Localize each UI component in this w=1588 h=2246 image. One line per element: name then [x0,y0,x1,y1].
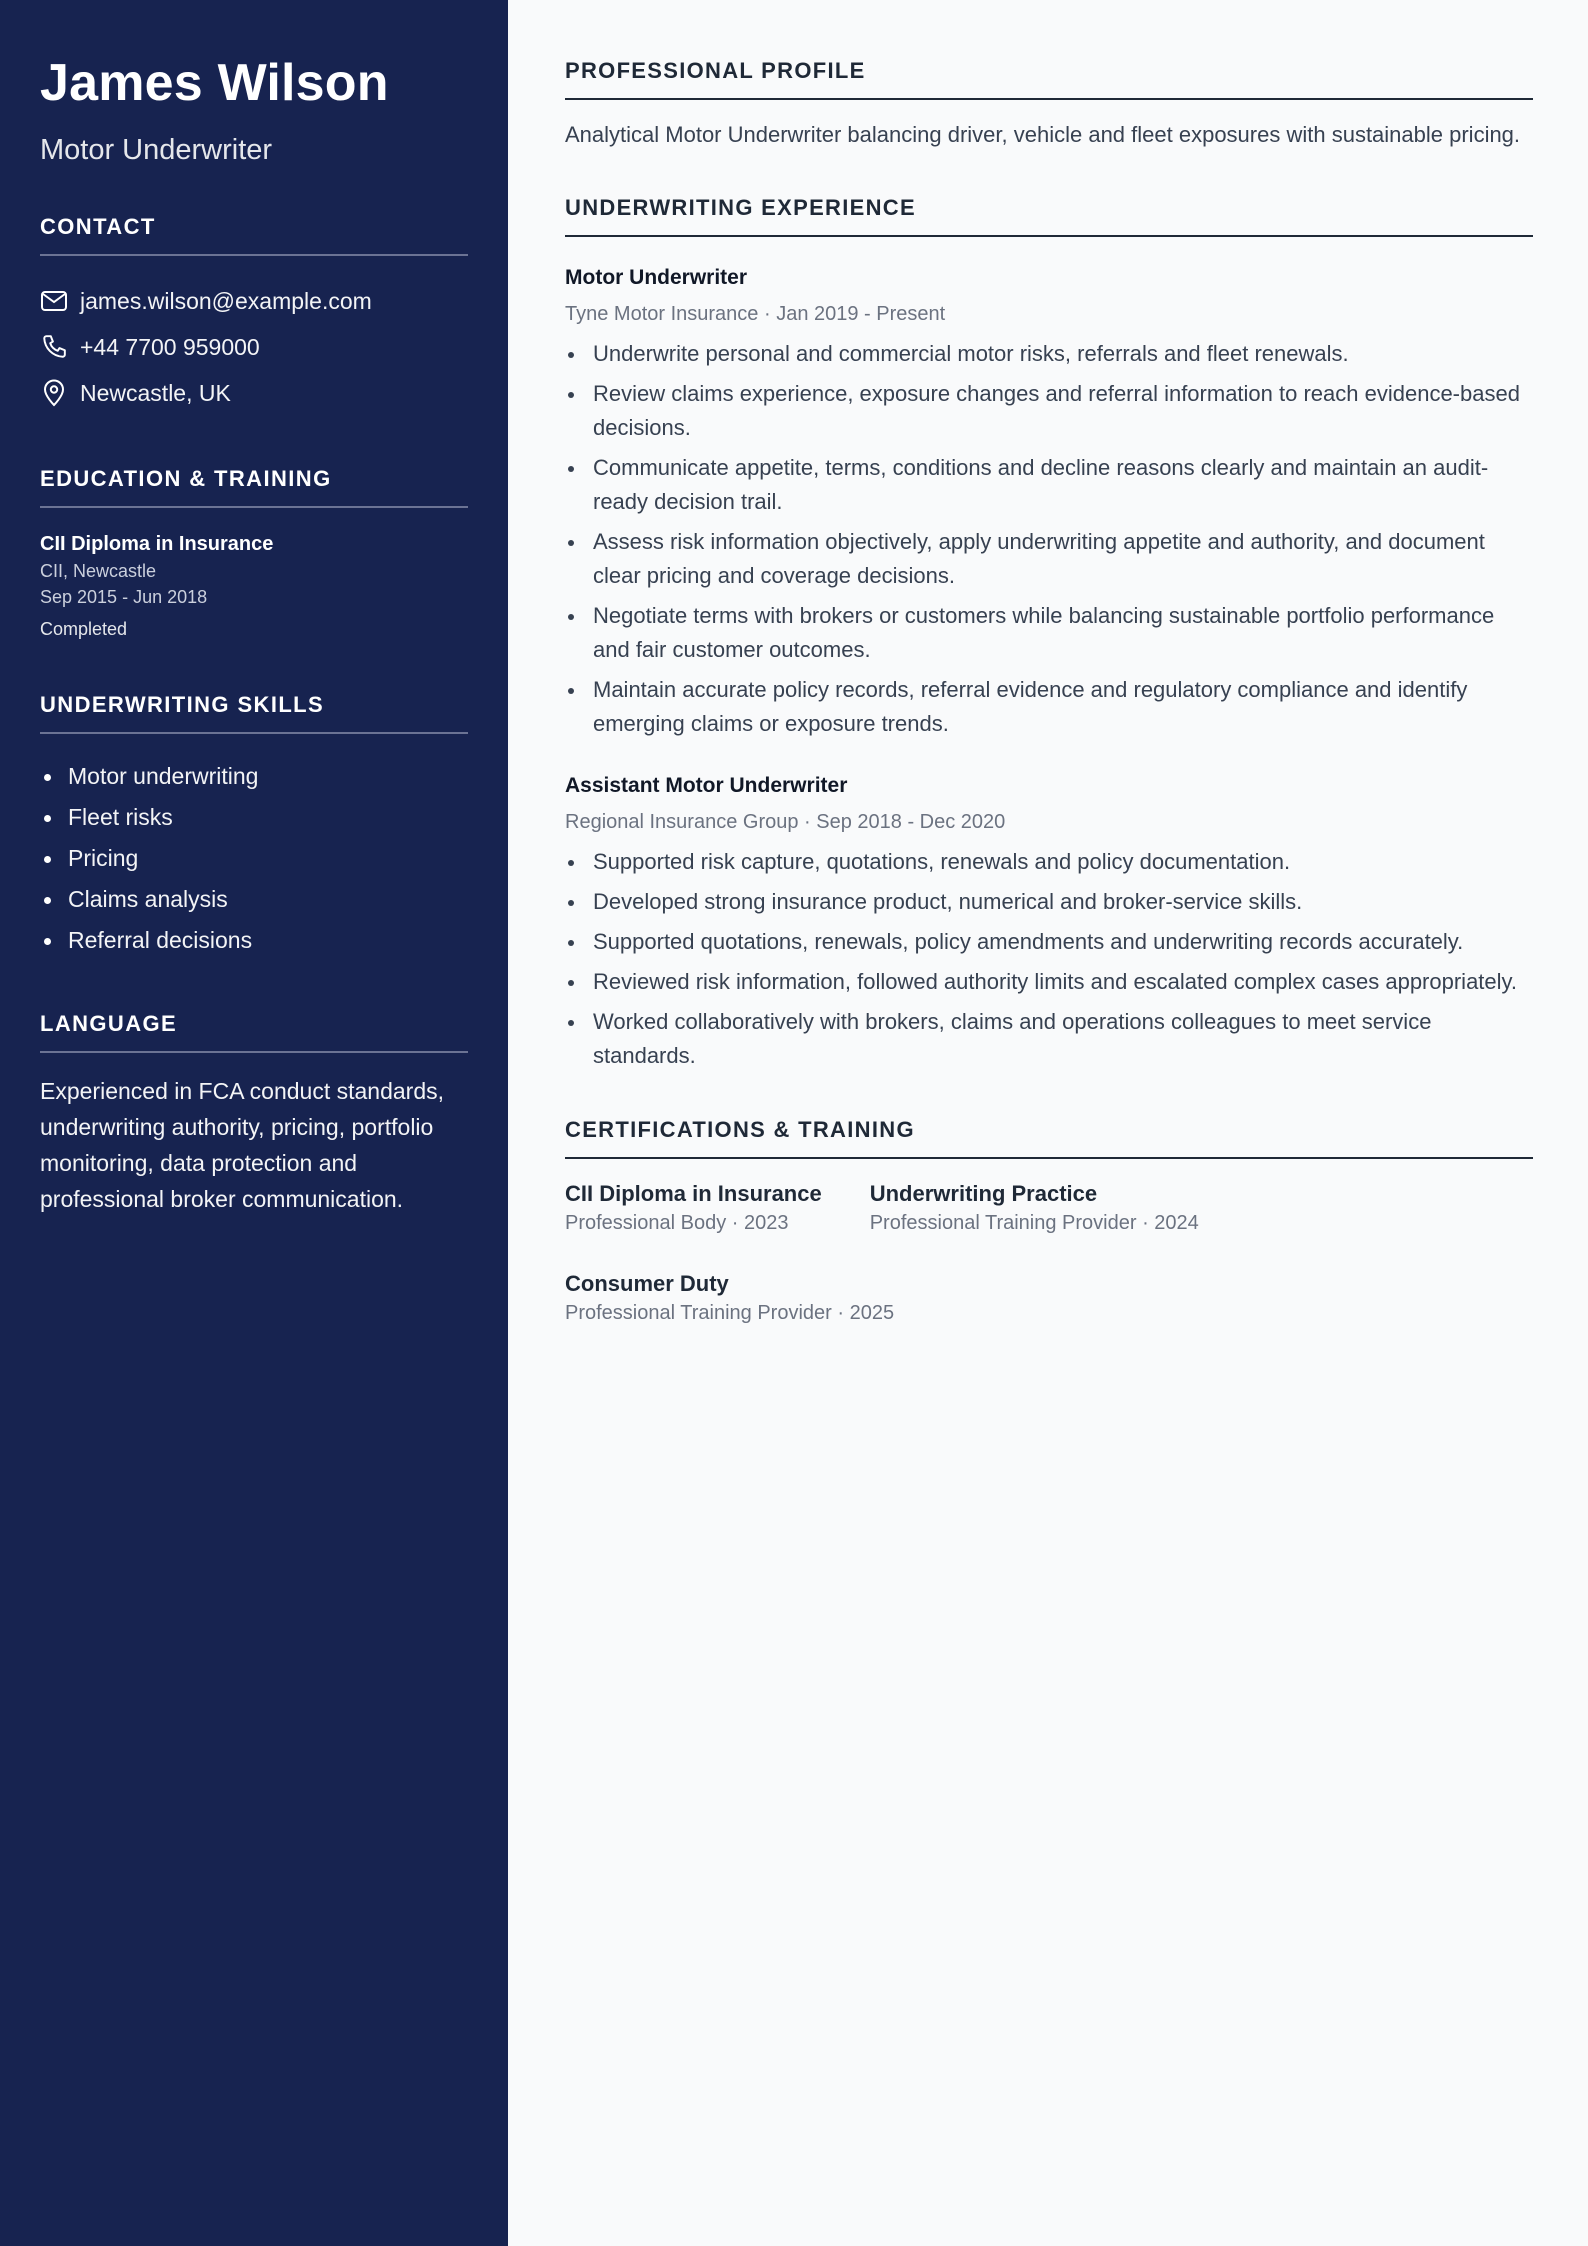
education-status: Completed [40,619,128,639]
contact-phone[interactable]: +44 7700 959000 [80,333,260,360]
job-entry [565,263,1533,741]
candidate-role: Motor Underwriter [40,134,273,166]
education-dates: Sep 2015 - Jun 2018 [40,587,208,607]
job-bullets [565,337,1533,741]
job-bullet: Supported quotations, renewals, policy amendments and underwriting records accurately. [565,925,1533,959]
skill-item: Referral decisions [40,920,468,961]
contact-section [40,214,468,416]
certification-meta: Professional Body · 2023 [565,1212,789,1234]
language-text: Experienced in FCA conduct standards, underwriting authority, pricing, portfolio monitoring, data protection and professional broker communication. [40,1078,445,1212]
education-heading: EDUCATION & TRAINING [40,466,468,508]
job-bullet: Communicate appetite, terms, conditions and decline reasons clearly and maintain an audit-ready decision trail. [565,451,1533,519]
skills-heading: UNDERWRITING SKILLS [40,692,468,734]
skill-item: Motor underwriting [40,756,468,797]
job-bullet: Assess risk information objectively, apply underwriting appetite and authority, and document clear pricing and coverage decisions. [565,525,1533,593]
certification-meta: Professional Training Provider · 2025 [565,1302,895,1324]
job-bullet: Underwrite personal and commercial motor risks, referrals and fleet renewals. [565,337,1533,371]
education-institution: CII, Newcastle [40,561,157,581]
job-title: Assistant Motor Underwriter [565,774,848,797]
certification-meta: Professional Training Provider · 2024 [869,1212,1199,1234]
certification-item [565,1179,822,1237]
main-content [508,0,1588,2246]
contact-phone-row[interactable] [40,324,468,370]
job-bullet: Negotiate terms with brokers or customers while balancing sustainable portfolio performance and fair customer outcomes. [565,599,1533,667]
education-section [40,466,468,642]
job-bullet: Review claims experience, exposure changes and referral information to reach evidence-based decisions. [565,377,1533,445]
certifications-heading: CERTIFICATIONS & TRAINING [565,1117,1533,1159]
language-section [40,1011,468,1217]
candidate-name: James Wilson [40,54,389,112]
contact-email[interactable]: james.wilson@example.com [80,287,372,314]
job-meta: Tyne Motor Insurance · Jan 2019 - Present [565,303,946,325]
contact-heading: CONTACT [40,214,468,256]
contact-location: Newcastle, UK [80,379,231,406]
certifications-section [565,1117,1533,1327]
job-title: Motor Underwriter [565,266,748,289]
profile-heading: PROFESSIONAL PROFILE [565,58,1533,100]
certifications-grid [565,1179,1533,1327]
job-entry [565,771,1533,1073]
contact-location-row [40,370,468,416]
experience-section [565,195,1533,1073]
certification-item [565,1269,1485,1327]
skill-item: Claims analysis [40,879,468,920]
language-heading: LANGUAGE [40,1011,468,1053]
certification-item [870,1179,1199,1237]
skills-list [40,756,468,961]
education-title: CII Diploma in Insurance [40,533,274,555]
job-bullets [565,845,1533,1073]
job-bullet: Worked collaboratively with brokers, claims and operations colleagues to meet service standards. [565,1005,1533,1073]
skills-section [40,692,468,961]
skill-item: Fleet risks [40,797,468,838]
job-bullet: Maintain accurate policy records, referral evidence and regulatory compliance and identify emerging claims or exposure trends. [565,673,1533,741]
experience-heading: UNDERWRITING EXPERIENCE [565,195,1533,237]
certification-title: Underwriting Practice [869,1181,1098,1206]
mail-icon [40,287,68,315]
job-bullet: Developed strong insurance product, numerical and broker-service skills. [565,885,1533,919]
contact-email-row[interactable] [40,278,468,324]
job-bullet: Reviewed risk information, followed authority limits and escalated complex cases appropriately. [565,965,1533,999]
profile-section [565,58,1533,151]
certification-title: CII Diploma in Insurance [565,1181,822,1206]
job-bullet: Supported risk capture, quotations, renewals and policy documentation. [565,845,1533,879]
location-pin-icon [40,379,68,407]
profile-text: Analytical Motor Underwriter balancing driver, vehicle and fleet exposures with sustainable pricing. [565,122,1521,147]
skill-item: Pricing [40,838,468,879]
job-meta: Regional Insurance Group · Sep 2018 - Dec 2020 [565,811,1006,833]
sidebar [0,0,508,2246]
phone-icon [40,333,68,361]
certification-title: Consumer Duty [565,1271,729,1296]
